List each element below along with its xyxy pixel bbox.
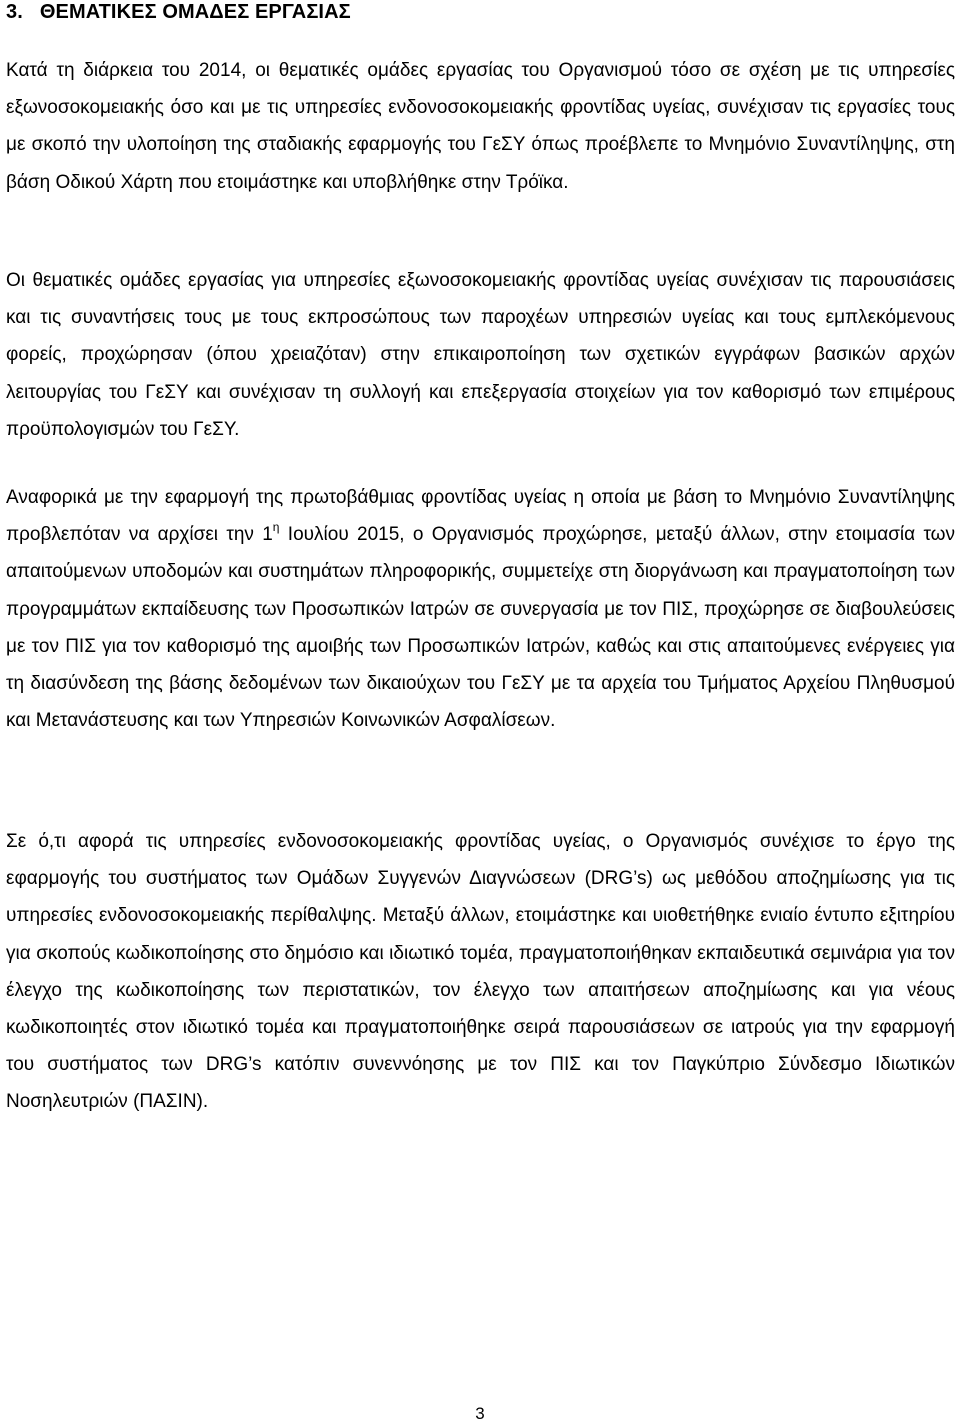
paragraph-3 <box>6 479 955 739</box>
section-heading <box>6 0 351 24</box>
section-number: 3. <box>6 1 23 23</box>
ordinal-superscript: η <box>272 520 280 535</box>
paragraph-2: Οι θεματικές ομάδες εργασίας για υπηρεσίες εξωνοσοκομειακής φροντίδας υγείας συνέχισαν τις παρουσιάσεις και τις συναντήσεις τους με τους εκπροσώπους των παροχέων υπηρεσιών υγείας και τους εμπλεκόμενους φορείς, προχώρησαν (όπου χρειαζόταν) στην επικαιροποίηση των σχετικών εγγράφων βασικών αρχών λειτουργίας του ΓεΣΥ και συνέχισαν τη συλλογή και επεξεργασία στοιχείων για τον καθορισμό των επιμέρους προϋπολογισμών του ΓεΣΥ. <box>6 270 955 440</box>
paragraph-4: Σε ό,τι αφορά τις υπηρεσίες ενδονοσοκομειακής φροντίδας υγείας, ο Οργανισμός συνέχισε το έργο της εφαρμογής του συστήματος των Ομάδων Συγγενών Διαγνώσεων (DRG’s) ως μεθόδου αποζημίωσης για τις υπηρεσίες ενδονοσοκομειακής περίθαλψης. Μεταξύ άλλων, ετοιμάστηκε και υιοθετήθηκε ενιαίο έντυπο εξιτηρίου για σκοπούς κωδικοποίησης στο δημόσιο και ιδιωτικό τομέα, πραγματοποιήθηκαν εκπαιδευτικά σεμινάρια για τον έλεγχο της κωδικοποίησης των περιστατικών, τον έλεγχο των απαιτήσεων αποζημίωσης και για νέους κωδικοποιητές στον ιδιωτικό τομέα και πραγματοποιήθηκε σειρά παρουσιάσεων σε ιατρούς για την εφαρμογή του συστήματος των DRG’s κατόπιν συνεννόησης με τον ΠΙΣ και τον Παγκύπριο Σύνδεσμο Ιδιωτικών Νοσηλευτριών (ΠΑΣΙΝ). <box>6 831 955 1113</box>
page-number: 3 <box>475 1404 485 1423</box>
paragraph-3-part-a: Αναφορικά με την εφαρμογή της πρωτοβάθμιας φροντίδας υγείας η οποία με βάση το Μνημόνιο Συναντίληψης προβλεπόταν να αρχίσει την 1 <box>6 487 955 546</box>
paragraph-1: Κατά τη διάρκεια του 2014, οι θεματικές ομάδες εργασίας του Οργανισμού τόσο σε σχέση με τις υπηρεσίες εξωνοσοκομειακής όσο και με τις υπηρεσίες ενδονοσοκομειακής φροντίδας υγείας, συνέχισαν τις εργασίες τους με σκοπό την υλοποίηση της σταδιακής εφαρμογής του ΓεΣΥ όπως προέβλεπε το Μνημόνιο Συναντίληψης, στη βάση Οδικού Χάρτη που ετοιμάστηκε και υποβλήθηκε στην Τρόϊκα. <box>6 60 955 193</box>
section-title: ΘΕΜΑΤΙΚΕΣ ΟΜΑΔΕΣ ΕΡΓΑΣΙΑΣ <box>39 1 351 23</box>
paragraph-3-part-b: Ιουλίου 2015, ο Οργανισμός προχώρησε, μεταξύ άλλων, στην ετοιμασία των απαιτούμενων υποδομών και συστημάτων πληροφορικής, συμμετείχε στη διοργάνωση και πραγματοποίηση των προγραμμάτων εκπαίδευσης των Προσωπικών Ιατρών σε συνεργασία με τον ΠΙΣ, προχώρησε σε διαβουλεύσεις με τον ΠΙΣ για τον καθορισμό της αμοιβής των Προσωπικών Ιατρών, καθώς και στις απαιτούμενες ενέργειες για τη διασύνδεση της βάσης δεδομένων των δικαιούχων του ΓεΣΥ με τα αρχεία του Τμήματος Αρχείου Πληθυσμού και Μετανάστευσης και των Υπηρεσιών Κοινωνικών Ασφαλίσεων. <box>6 524 956 732</box>
